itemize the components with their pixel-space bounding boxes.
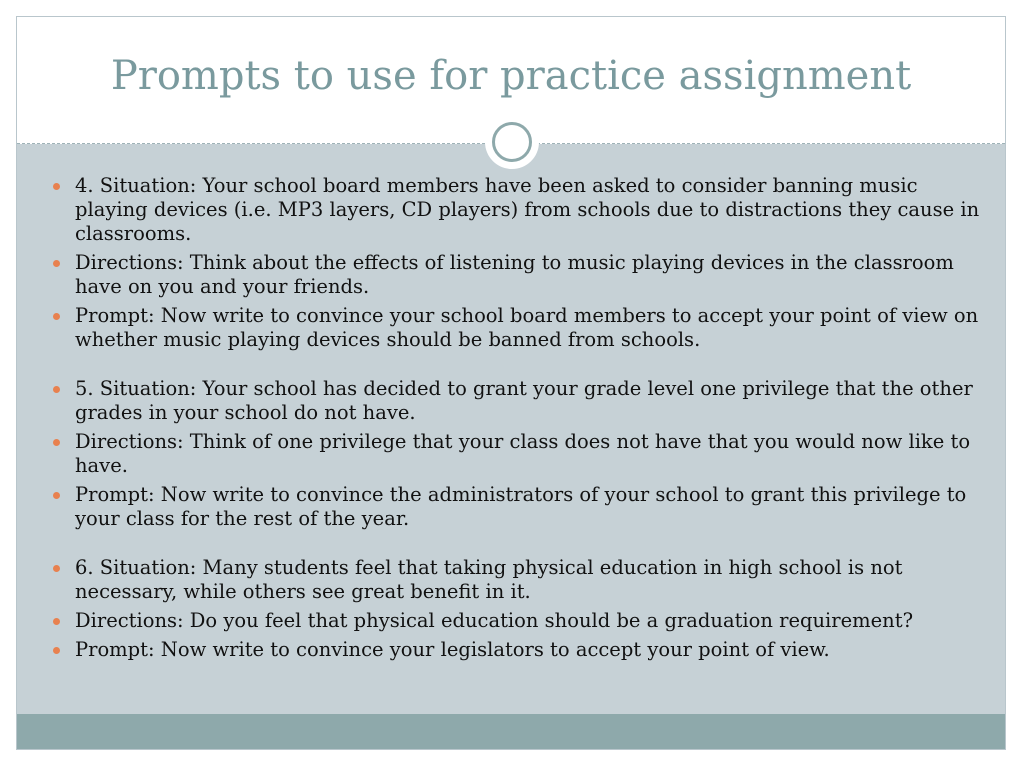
bullet-text: Directions: Think of one privilege that your class does not have that you would now like to have. [75, 430, 971, 477]
slide-title: Prompts to use for practice assignment [110, 53, 912, 99]
slide [16, 16, 1006, 750]
ring-ornament-icon [485, 115, 539, 169]
ring-inner [492, 122, 532, 162]
bullet-text: 5. Situation: Your school has decided to grant your grade level one privilege that the other grades in your school do not have. [75, 377, 973, 424]
bullet-dot-icon [53, 492, 60, 499]
bullet-text: Prompt: Now write to convince the administrators of your school to grant this privilege to your class for the rest of the year. [75, 483, 967, 530]
bullet-text: Prompt: Now write to convince your legislators to accept your point of view. [75, 638, 830, 661]
bullet-item [53, 174, 981, 246]
bullet-item [53, 638, 981, 662]
bullet-dot-icon [53, 183, 60, 190]
bullet-text: Directions: Do you feel that physical education should be a graduation requirement? [75, 609, 914, 632]
bullet-dot-icon [53, 313, 60, 320]
bullet-item [53, 483, 981, 531]
bullet-text: 4. Situation: Your school board members have been asked to consider banning music playing devices (i.e. MP3 layers, CD players) from schools due to distractions they cause in classrooms. [75, 174, 980, 245]
bullet-text: 6. Situation: Many students feel that taking physical education in high school is not necessary, while others see great benefit in it. [75, 556, 903, 603]
bullet-item [53, 556, 981, 604]
bullet-dot-icon [53, 439, 60, 446]
bullet-item [53, 304, 981, 352]
bullet-item [53, 430, 981, 478]
bullet-dot-icon [53, 618, 60, 625]
bullet-text: Prompt: Now write to convince your school board members to accept your point of view on whether music playing devices should be banned from schools. [75, 304, 979, 351]
bullet-list [53, 174, 981, 667]
bullet-item [53, 251, 981, 299]
content-area [17, 144, 1005, 716]
bullet-text: Directions: Think about the effects of listening to music playing devices in the classroom have on you and your friends. [75, 251, 954, 298]
bullet-dot-icon [53, 386, 60, 393]
bullet-item [53, 377, 981, 425]
bullet-dot-icon [53, 565, 60, 572]
bullet-dot-icon [53, 647, 60, 654]
footer-bar [17, 714, 1005, 749]
bullet-item [53, 609, 981, 633]
bullet-dot-icon [53, 260, 60, 267]
